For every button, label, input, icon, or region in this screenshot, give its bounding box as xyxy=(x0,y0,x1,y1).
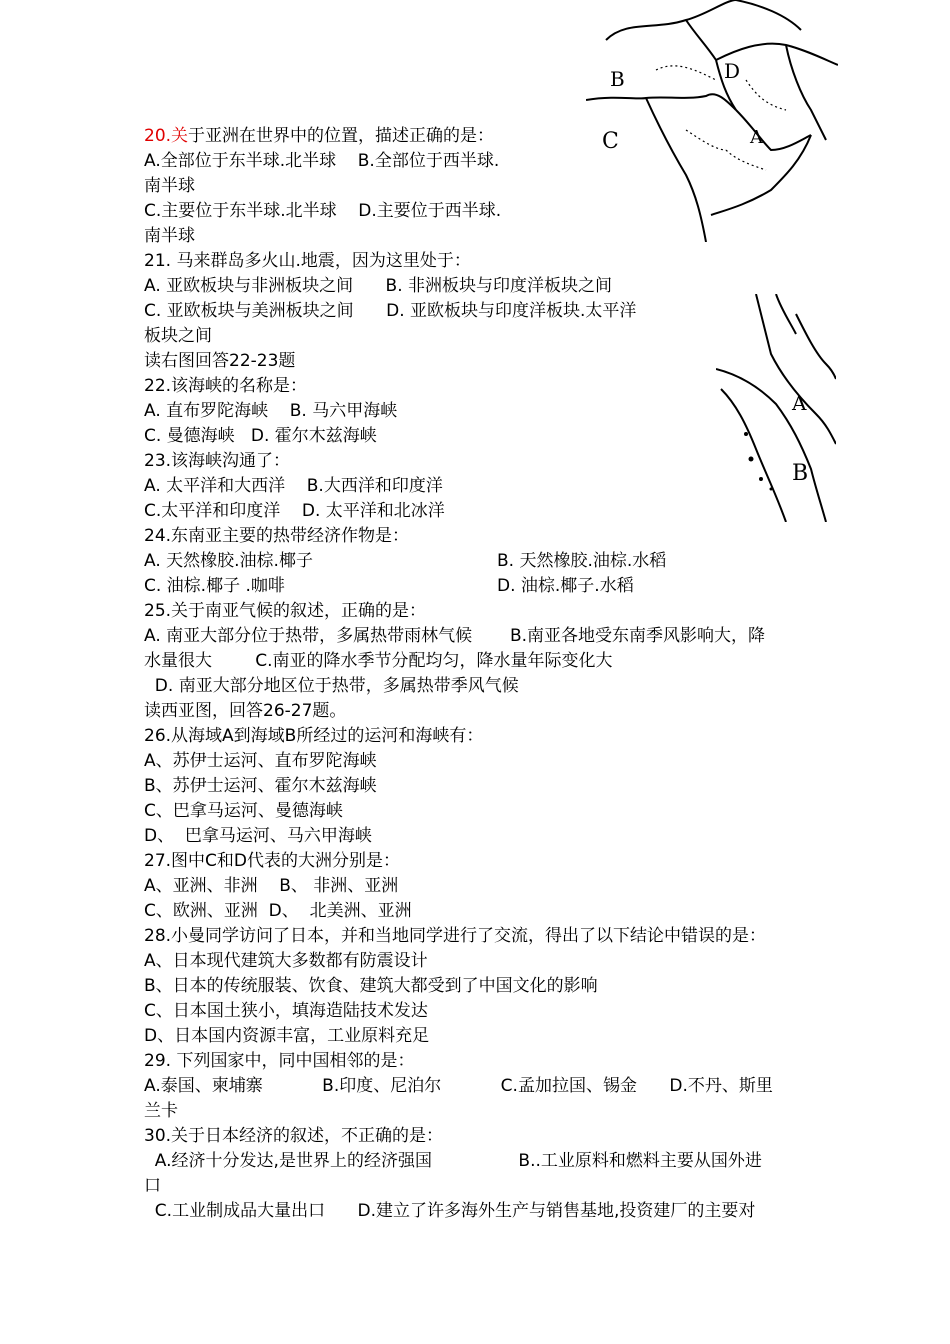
strait-map xyxy=(716,294,836,522)
q24-stem: 24.东南亚主要的热带经济作物是： xyxy=(144,526,410,546)
q27-options-cd: C、欧洲、亚洲 D、 北美洲、亚洲 xyxy=(144,901,412,921)
q21-options-cd: C. 亚欧板块与美洲板块之间 D. 亚欧板块与印度洋板块.太平洋 xyxy=(144,301,637,321)
q20-number: 20. xyxy=(144,126,172,146)
q23-options-cd: C.太平洋和印度洋 D. 太平洋和北冰洋 xyxy=(144,501,445,521)
q25-options-line1: A. 南亚大部分位于热带，多属热带雨林气候 B.南亚各地受东南季风影响大，降 xyxy=(144,626,766,646)
q21-options-cont: 板块之间 xyxy=(144,326,212,346)
q28-option-c: C、日本国土狭小，填海造陆技术发达 xyxy=(144,1001,428,1021)
west-asia-map xyxy=(586,0,838,242)
q28-stem: 28.小曼同学访问了日本，并和当地同学进行了交流，得出了以下结论中错误的是： xyxy=(144,926,767,946)
q20-options-cd: C.主要位于东半球.北半球 D.主要位于西半球. xyxy=(144,201,502,221)
map-label-a: A xyxy=(750,127,763,148)
q26-option-d: D、 巴拿马运河、马六甲海峡 xyxy=(144,826,372,846)
q25-options-line3: D. 南亚大部分地区位于热带，多属热带季风气候 xyxy=(144,676,519,696)
map-label-c: C xyxy=(602,129,619,154)
strait-label-b: B xyxy=(792,461,809,486)
read-instruction-26-27: 读西亚图，回答26-27题。 xyxy=(144,701,347,721)
q29-options-line2: 兰卡 xyxy=(144,1101,178,1121)
q24-option-b: B. 天然橡胶.油棕.水稻 xyxy=(497,551,667,571)
q20-stem-text: 于亚洲在世界中的位置，描述正确的是： xyxy=(188,126,495,146)
q26-option-b: B、苏伊士运河、霍尔木兹海峡 xyxy=(144,776,377,796)
q24-option-a: A. 天然橡胶.油棕.椰子 xyxy=(144,551,313,571)
q26-option-c: C、巴拿马运河、曼德海峡 xyxy=(144,801,343,821)
q28-option-d: D、日本国内资源丰富，工业原料充足 xyxy=(144,1026,430,1046)
q24-option-c: C. 油棕.椰子 .咖啡 xyxy=(144,576,285,596)
q30-stem: 30.关于日本经济的叙述，不正确的是： xyxy=(144,1126,444,1146)
q20-stem xyxy=(144,124,494,149)
q20-options-cd-cont: 南半球 xyxy=(144,226,195,246)
q22-options-ab: A. 直布罗陀海峡 B. 马六甲海峡 xyxy=(144,401,398,421)
q27-options-ab: A、亚洲、非洲 B、 非洲、亚洲 xyxy=(144,876,399,896)
q22-stem: 22.该海峡的名称是： xyxy=(144,376,308,396)
strait-label-a: A xyxy=(792,391,807,415)
q20-first-char: 关 xyxy=(171,126,189,146)
q29-options-line1: A.泰国、柬埔寨 B.印度、尼泊尔 C.孟加拉国、锡金 D.不丹、斯里 xyxy=(144,1076,773,1096)
q30-options-line2: 口 xyxy=(144,1176,161,1196)
q21-options-ab: A. 亚欧板块与非洲板块之间 B. 非洲板块与印度洋板块之间 xyxy=(144,276,613,296)
q26-stem: 26.从海域A到海域B所经过的运河和海峡有： xyxy=(144,726,484,746)
q24-option-d: D. 油棕.椰子.水稻 xyxy=(497,576,634,596)
q28-option-b: B、日本的传统服装、饮食、建筑大都受到了中国文化的影响 xyxy=(144,976,598,996)
strait-map-drawing xyxy=(716,294,836,522)
q30-options-line3: C.工业制成品大量出口 D.建立了许多海外生产与销售基地,投资建厂的主要对 xyxy=(144,1201,756,1221)
west-asia-map-drawing xyxy=(586,0,838,242)
q25-stem: 25.关于南亚气候的叙述，正确的是： xyxy=(144,601,427,621)
q27-stem: 27.图中C和D代表的大洲分别是： xyxy=(144,851,400,871)
q29-stem: 29. 下列国家中，同中国相邻的是： xyxy=(144,1051,415,1071)
map-label-b: B xyxy=(610,67,625,91)
q20-options-ab: A.全部位于东半球.北半球 B.全部位于西半球. xyxy=(144,151,500,171)
map-label-d: D xyxy=(724,59,741,83)
q23-stem: 23.该海峡沟通了： xyxy=(144,451,291,471)
q26-option-a: A、苏伊士运河、直布罗陀海峡 xyxy=(144,751,377,771)
q22-options-cd: C. 曼德海峡 D. 霍尔木兹海峡 xyxy=(144,426,377,446)
read-instruction-22-23: 读右图回答22-23题 xyxy=(144,351,296,371)
q28-option-a: A、日本现代建筑大多数都有防震设计 xyxy=(144,951,428,971)
q23-options-ab: A. 太平洋和大西洋 B.大西洋和印度洋 xyxy=(144,476,443,496)
q21-stem: 21. 马来群岛多火山.地震，因为这里处于： xyxy=(144,251,471,271)
q25-options-line2: 水量很大 C.南亚的降水季节分配均匀，降水量年际变化大 xyxy=(144,651,613,671)
q30-options-line1: A.经济十分发达,是世界上的经济强国 B..工业原料和燃料主要从国外进 xyxy=(144,1151,762,1171)
q20-options-ab-cont: 南半球 xyxy=(144,176,195,196)
